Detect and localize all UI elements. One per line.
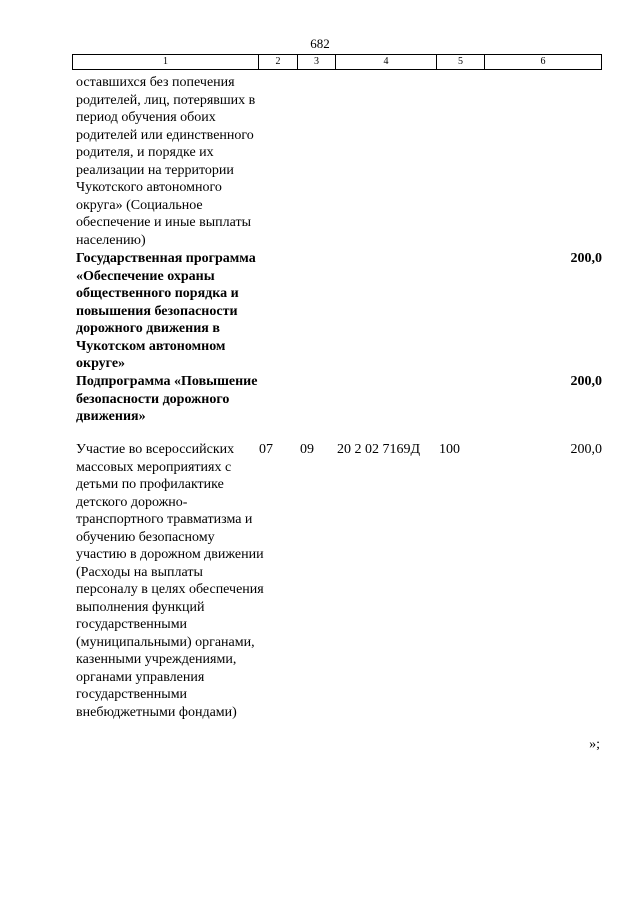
row-program-name: Государственная программа «Обеспечение охраны общественного порядка и повышения безопасности дорожного движения в Чукотском автономном округе» (76, 251, 256, 371)
row-activity-amount: 200,0 (570, 442, 602, 457)
row-activity-name: Участие во всероссийских массовых мероприятиях с детьми по профилактике детского дорожно-транспортного травматизма и обучению безопасному участию в дорожном движении (Расходы на выплаты персоналу в целях обеспечения выполнения функций государственными (муниципальными) органами, казенными учреждениями, органами управления государственными внебюджетными фондами) (76, 442, 264, 720)
row-subprogram-amount: 200,0 (570, 374, 602, 389)
row-activity-subsection: 09 (300, 442, 314, 457)
row-continuation-text: оставшихся без попечения родителей, лиц, потерявших в период обучения обоих родителей или единственного родителя, и порядке их реализации на территории Чукотского автономного округа» (Социальное обеспечение и иные выплаты населению) (76, 75, 256, 248)
row-activity-section: 07 (259, 442, 273, 457)
column-header-row (72, 54, 602, 70)
closing-quote: »; (589, 737, 600, 752)
column-header-1: 1 (73, 55, 259, 69)
page-number: 682 (310, 36, 330, 51)
row-activity-expense-type: 100 (439, 442, 460, 457)
column-header-4: 4 (336, 55, 437, 69)
column-header-5: 5 (437, 55, 485, 69)
column-header-6: 6 (540, 56, 546, 67)
column-header-2: 2 (259, 55, 298, 69)
row-activity-target-article: 20 2 02 7169Д (337, 442, 421, 457)
row-subprogram-name: Подпрограмма «Повышение безопасности дорожного движения» (76, 374, 258, 424)
column-header-3: 3 (298, 55, 336, 69)
row-program-amount: 200,0 (570, 251, 602, 266)
